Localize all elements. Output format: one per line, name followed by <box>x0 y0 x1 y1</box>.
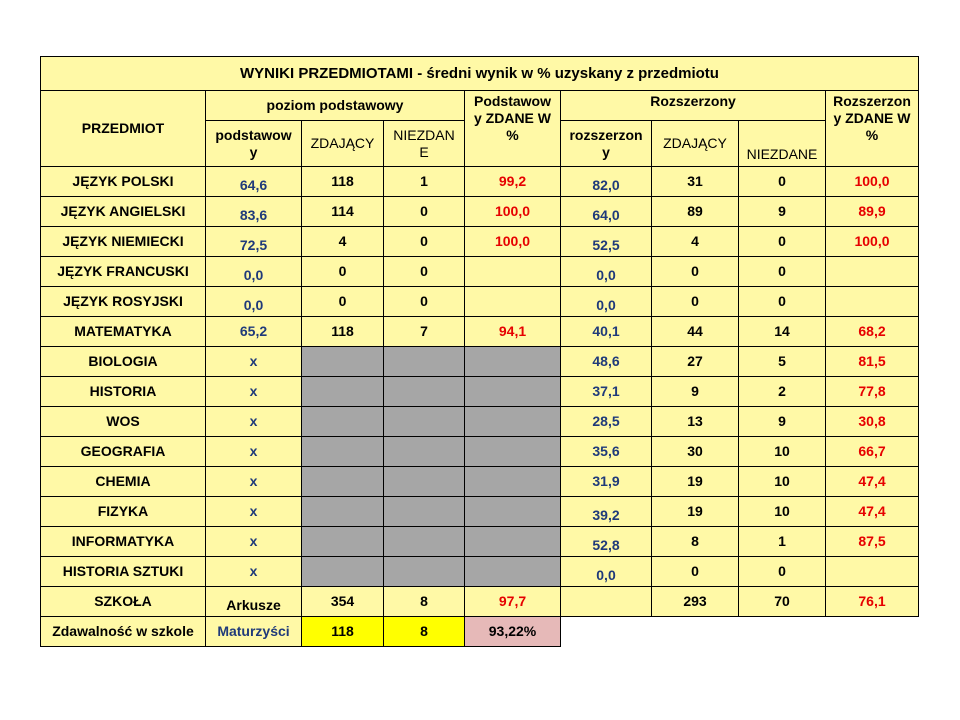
pass-rate-zdajacy: 118 <box>302 617 384 647</box>
podstawowy-avg-cell: x <box>206 407 302 437</box>
empty-cell <box>826 617 919 647</box>
rozszerzony-zdajacy-cell: 31 <box>652 167 739 197</box>
podstawowy-niezdane-cell: 7 <box>384 317 465 347</box>
rozszerzony-zdajacy-cell: 89 <box>652 197 739 227</box>
table-row <box>41 557 919 587</box>
podstawowy-pct-cell: 94,1 <box>465 317 561 347</box>
gray-cell <box>302 407 384 437</box>
rozszerzony-pct-cell: 77,8 <box>826 377 919 407</box>
gray-cell <box>384 437 465 467</box>
table-row <box>41 497 919 527</box>
gray-cell <box>465 497 561 527</box>
rozszerzony-niezdane-cell: 1 <box>739 527 826 557</box>
rozszerzony-pct-cell: 47,4 <box>826 467 919 497</box>
rozszerzony-zdajacy-cell: 0 <box>652 257 739 287</box>
podstawowy-zdajacy-cell: 4 <box>302 227 384 257</box>
podstawowy-avg-cell: x <box>206 527 302 557</box>
rozszerzony-niezdane-cell: 0 <box>739 227 826 257</box>
rozszerzony-zdajacy-cell: 30 <box>652 437 739 467</box>
school-r-niezdane: 70 <box>739 587 826 617</box>
gray-cell <box>302 467 384 497</box>
school-p-niezdane: 8 <box>384 587 465 617</box>
rozszerzony-zdajacy-cell: 0 <box>652 557 739 587</box>
podstawowy-zdajacy-cell: 118 <box>302 317 384 347</box>
rozszerzony-avg-cell: 52,8 <box>561 527 652 557</box>
subject-cell: HISTORIA <box>41 377 206 407</box>
table-row <box>41 167 919 197</box>
rozszerzony-zdajacy-cell: 19 <box>652 467 739 497</box>
gray-cell <box>302 557 384 587</box>
podstawowy-pct-cell <box>465 287 561 317</box>
rozszerzony-niezdane-cell: 0 <box>739 287 826 317</box>
header-rozszerzony: Rozszerzony <box>561 91 826 121</box>
rozszerzony-niezdane-cell: 10 <box>739 467 826 497</box>
rozszerzony-avg-cell: 31,9 <box>561 467 652 497</box>
header-rozszerzony-zdane-pct: Rozszerzon y ZDANE W % <box>826 91 919 167</box>
subject-cell: JĘZYK FRANCUSKI <box>41 257 206 287</box>
table-row <box>41 377 919 407</box>
gray-cell <box>384 407 465 437</box>
rozszerzony-zdajacy-cell: 4 <box>652 227 739 257</box>
rozszerzony-niezdane-cell: 0 <box>739 257 826 287</box>
rozszerzony-zdajacy-cell: 44 <box>652 317 739 347</box>
rozszerzony-zdajacy-cell: 9 <box>652 377 739 407</box>
gray-cell <box>465 377 561 407</box>
rozszerzony-pct-cell: 100,0 <box>826 227 919 257</box>
podstawowy-avg-cell: 83,6 <box>206 197 302 227</box>
rozszerzony-avg-cell: 48,6 <box>561 347 652 377</box>
gray-cell <box>384 497 465 527</box>
podstawowy-avg-cell: 65,2 <box>206 317 302 347</box>
gray-cell <box>302 437 384 467</box>
gray-cell <box>302 377 384 407</box>
header-zdajacy: ZDAJĄCY <box>302 121 384 167</box>
gray-cell <box>465 437 561 467</box>
header-przedmiot: PRZEDMIOT <box>41 91 206 167</box>
rozszerzony-niezdane-cell: 10 <box>739 497 826 527</box>
rozszerzony-avg-cell: 0,0 <box>561 557 652 587</box>
pass-rate-row <box>41 617 919 647</box>
rozszerzony-avg-cell: 39,2 <box>561 497 652 527</box>
subject-cell: HISTORIA SZTUKI <box>41 557 206 587</box>
school-r-avg <box>561 587 652 617</box>
table-row <box>41 437 919 467</box>
rozszerzony-niezdane-cell: 9 <box>739 197 826 227</box>
gray-cell <box>465 467 561 497</box>
rozszerzony-avg-cell: 28,5 <box>561 407 652 437</box>
empty-cell <box>739 617 826 647</box>
podstawowy-avg-cell: x <box>206 437 302 467</box>
podstawowy-niezdane-cell: 1 <box>384 167 465 197</box>
podstawowy-pct-cell: 100,0 <box>465 227 561 257</box>
subject-cell: MATEMATYKA <box>41 317 206 347</box>
gray-cell <box>384 527 465 557</box>
subject-cell: WOS <box>41 407 206 437</box>
table-title: WYNIKI PRZEDMIOTAMI - średni wynik w % uzyskany z przedmiotu <box>41 57 919 91</box>
podstawowy-avg-cell: x <box>206 497 302 527</box>
rozszerzony-niezdane-cell: 0 <box>739 167 826 197</box>
podstawowy-niezdane-cell: 0 <box>384 227 465 257</box>
podstawowy-avg-cell: 0,0 <box>206 287 302 317</box>
podstawowy-avg-cell: x <box>206 377 302 407</box>
rozszerzony-zdajacy-cell: 19 <box>652 497 739 527</box>
rozszerzony-niezdane-cell: 10 <box>739 437 826 467</box>
rozszerzony-avg-cell: 0,0 <box>561 257 652 287</box>
arkusze-label: Arkusze <box>206 587 302 617</box>
subject-cell: GEOGRAFIA <box>41 437 206 467</box>
rozszerzony-pct-cell: 81,5 <box>826 347 919 377</box>
podstawowy-niezdane-cell: 0 <box>384 197 465 227</box>
gray-cell <box>384 377 465 407</box>
school-r-zdajacy: 293 <box>652 587 739 617</box>
gray-cell <box>384 347 465 377</box>
table-row <box>41 407 919 437</box>
podstawowy-avg-cell: x <box>206 557 302 587</box>
rozszerzony-pct-cell: 47,4 <box>826 497 919 527</box>
table-row <box>41 287 919 317</box>
gray-cell <box>465 557 561 587</box>
gray-cell <box>384 557 465 587</box>
header-niezdane: NIEZDAN E <box>384 121 465 167</box>
rozszerzony-niezdane-cell: 9 <box>739 407 826 437</box>
rozszerzony-pct-cell: 68,2 <box>826 317 919 347</box>
table-row <box>41 347 919 377</box>
rozszerzony-pct-cell <box>826 257 919 287</box>
rozszerzony-avg-cell: 0,0 <box>561 287 652 317</box>
rozszerzony-avg-cell: 35,6 <box>561 437 652 467</box>
gray-cell <box>302 347 384 377</box>
subject-cell: INFORMATYKA <box>41 527 206 557</box>
table-row <box>41 257 919 287</box>
school-r-pct: 76,1 <box>826 587 919 617</box>
rozszerzony-avg-cell: 37,1 <box>561 377 652 407</box>
podstawowy-zdajacy-cell: 0 <box>302 257 384 287</box>
header-r-zdajacy: ZDAJĄCY <box>652 121 739 167</box>
rozszerzony-niezdane-cell: 0 <box>739 557 826 587</box>
podstawowy-avg-cell: 64,6 <box>206 167 302 197</box>
rozszerzony-zdajacy-cell: 8 <box>652 527 739 557</box>
subject-cell: JĘZYK POLSKI <box>41 167 206 197</box>
school-p-pct: 97,7 <box>465 587 561 617</box>
header-podstawowy: podstawow y <box>206 121 302 167</box>
header-rozszerzony-avg: rozszerzon y <box>561 121 652 167</box>
rozszerzony-pct-cell: 87,5 <box>826 527 919 557</box>
subject-cell: CHEMIA <box>41 467 206 497</box>
rozszerzony-niezdane-cell: 14 <box>739 317 826 347</box>
rozszerzony-niezdane-cell: 5 <box>739 347 826 377</box>
pass-rate-label: Zdawalność w szkole <box>41 617 206 647</box>
table-row <box>41 317 919 347</box>
school-row <box>41 587 919 617</box>
podstawowy-pct-cell: 100,0 <box>465 197 561 227</box>
school-label: SZKOŁA <box>41 587 206 617</box>
header-poziom-podstawowy: poziom podstawowy <box>206 91 465 121</box>
table-row <box>41 527 919 557</box>
rozszerzony-pct-cell <box>826 287 919 317</box>
podstawowy-niezdane-cell: 0 <box>384 287 465 317</box>
rozszerzony-zdajacy-cell: 0 <box>652 287 739 317</box>
table-row <box>41 227 919 257</box>
gray-cell <box>465 407 561 437</box>
podstawowy-avg-cell: x <box>206 467 302 497</box>
rozszerzony-pct-cell <box>826 557 919 587</box>
rozszerzony-avg-cell: 40,1 <box>561 317 652 347</box>
podstawowy-avg-cell: 0,0 <box>206 257 302 287</box>
gray-cell <box>465 347 561 377</box>
subject-cell: BIOLOGIA <box>41 347 206 377</box>
podstawowy-zdajacy-cell: 0 <box>302 287 384 317</box>
pass-rate-pct: 93,22% <box>465 617 561 647</box>
gray-cell <box>302 527 384 557</box>
table-row <box>41 197 919 227</box>
gray-cell <box>465 527 561 557</box>
podstawowy-zdajacy-cell: 114 <box>302 197 384 227</box>
gray-cell <box>302 497 384 527</box>
podstawowy-pct-cell: 99,2 <box>465 167 561 197</box>
school-p-zdajacy: 354 <box>302 587 384 617</box>
results-table <box>40 56 919 647</box>
podstawowy-zdajacy-cell: 118 <box>302 167 384 197</box>
subject-cell: JĘZYK ANGIELSKI <box>41 197 206 227</box>
rozszerzony-avg-cell: 82,0 <box>561 167 652 197</box>
table-row <box>41 467 919 497</box>
podstawowy-avg-cell: 72,5 <box>206 227 302 257</box>
subject-cell: JĘZYK NIEMIECKI <box>41 227 206 257</box>
rozszerzony-avg-cell: 64,0 <box>561 197 652 227</box>
empty-cell <box>652 617 739 647</box>
rozszerzony-pct-cell: 89,9 <box>826 197 919 227</box>
rozszerzony-zdajacy-cell: 27 <box>652 347 739 377</box>
header-podstawowy-zdane-pct: Podstawow y ZDANE W % <box>465 91 561 167</box>
podstawowy-niezdane-cell: 0 <box>384 257 465 287</box>
gray-cell <box>384 467 465 497</box>
maturzysci-label: Maturzyści <box>206 617 302 647</box>
rozszerzony-avg-cell: 52,5 <box>561 227 652 257</box>
empty-cell <box>561 617 652 647</box>
rozszerzony-niezdane-cell: 2 <box>739 377 826 407</box>
podstawowy-avg-cell: x <box>206 347 302 377</box>
rozszerzony-zdajacy-cell: 13 <box>652 407 739 437</box>
podstawowy-pct-cell <box>465 257 561 287</box>
rozszerzony-pct-cell: 100,0 <box>826 167 919 197</box>
subject-cell: JĘZYK ROSYJSKI <box>41 287 206 317</box>
rozszerzony-pct-cell: 66,7 <box>826 437 919 467</box>
header-r-niezdane: NIEZDANE <box>739 121 826 167</box>
subject-cell: FIZYKA <box>41 497 206 527</box>
pass-rate-niezdane: 8 <box>384 617 465 647</box>
rozszerzony-pct-cell: 30,8 <box>826 407 919 437</box>
